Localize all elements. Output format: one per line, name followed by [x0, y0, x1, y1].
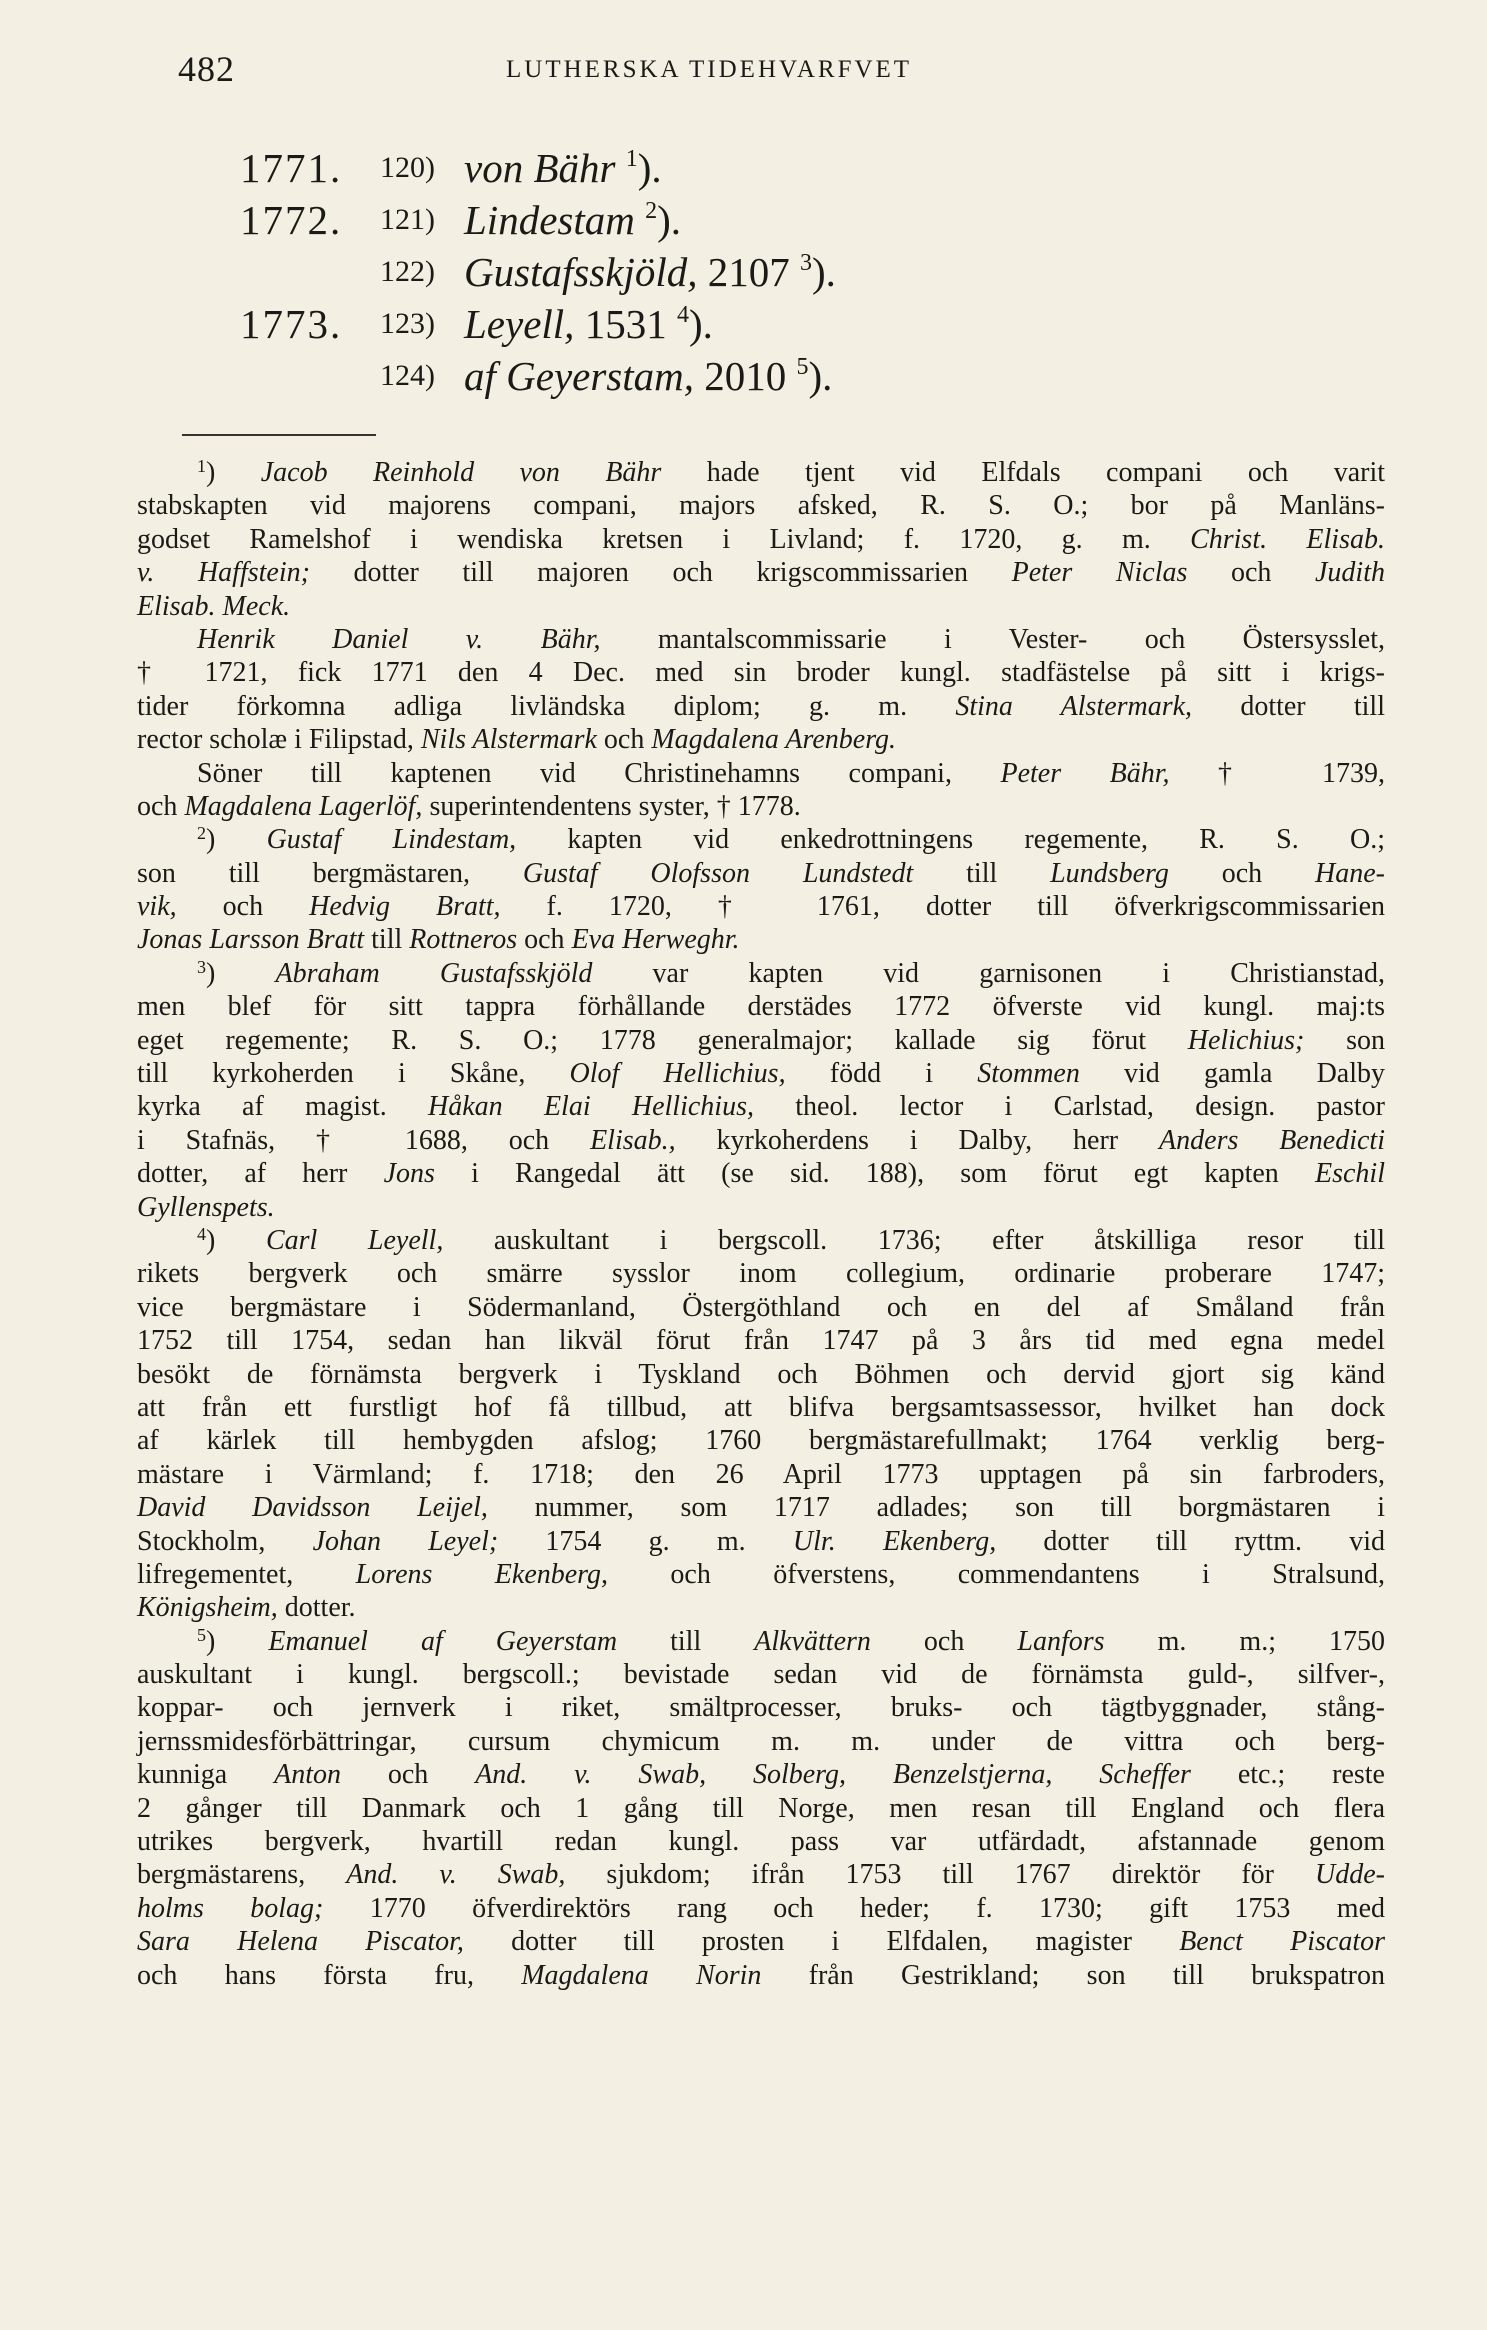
footnote-line: tider förkomna adliga livländska diplom; g. m. Stina Alstermark, dotter till — [137, 690, 1385, 722]
footnote-line: och Magdalena Lagerlöf, superintendentens syster, † 1778. — [137, 790, 801, 822]
footnote-line: 1752 till 1754, sedan han likväl förut från 1747 på 3 års tid med egna medel — [137, 1325, 1385, 1357]
entry-number: 124) — [380, 359, 435, 392]
footnote-line: till kyrkoherden i Skåne, Olof Hellichius, född i Stommen vid gamla Dalby — [137, 1058, 1386, 1090]
footnote-rule — [182, 434, 376, 436]
entry-number: 120) — [380, 151, 435, 184]
footnote-line: rikets bergverk och smärre sysslor inom collegium, ordinarie proberare 1747; — [137, 1258, 1385, 1290]
entry-name: Gustafsskjöld, 2107 $^3$). — [464, 249, 836, 295]
footnote-line: vik, och Hedvig Bratt, f. 1720, † 1761, dotter till öfverkrigscommissarien — [137, 891, 1385, 923]
footnote-line: son till bergmästaren, Gustaf Olofsson Lundstedt till Lundsberg och Hane- — [137, 857, 1385, 889]
entry-year: 1772. — [240, 197, 343, 243]
footnote-line: eget regemente; R. S. O.; 1778 generalmajor; kallade sig förut Helichius; son — [137, 1024, 1385, 1056]
footnote-line: i Stafnäs, † 1688, och Elisab., kyrkoherdens i Dalby, herr Anders Benedicti — [137, 1124, 1385, 1156]
footnote-line: holms bolag; 1770 öfverdirektörs rang och heder; f. 1730; gift 1753 med — [137, 1892, 1385, 1924]
footnote-line: utrikes bergverk, hvartill redan kungl. pass var utfärdadt, afstannade genom — [137, 1826, 1385, 1858]
footnote-line: Sara Helena Piscator, dotter till prosten i Elfdalen, magister Benct Piscator — [137, 1926, 1386, 1958]
footnote-ref: 1 — [625, 146, 638, 172]
footnote-line: besökt de förnämsta bergverk i Tyskland och Böhmen och dervid gjort sig känd — [137, 1358, 1385, 1390]
page-header — [178, 48, 1238, 98]
entry-number: 121) — [380, 203, 435, 236]
footnote-line: David Davidsson Leijel, nummer, som 1717 adlades; son till borgmästaren i — [137, 1492, 1385, 1524]
entry-name: af Geyerstam, 2010 $^5$). — [464, 353, 833, 399]
entry-year: 1773. — [240, 301, 343, 347]
entry-name: Lindestam $^2$). — [464, 197, 682, 243]
footnotes — [137, 456, 1385, 1992]
page-number: 482 — [178, 49, 235, 89]
entry-number: 123) — [380, 307, 435, 340]
footnote-line: jernssmidesförbättringar, cursum chymicum m. m. under de vittra och berg- — [137, 1725, 1385, 1757]
footnote-line: lifregementet, Lorens Ekenberg, och öfverstens, commendantens i Stralsund, — [137, 1558, 1385, 1590]
footnote-line: $^4$) Carl Leyell, auskultant i bergscoll. 1736; efter åtskilliga resor till — [197, 1223, 1385, 1256]
footnote-line: Königsheim, dotter. — [137, 1592, 356, 1624]
footnote-line: men blef för sitt tappra förhållande derstädes 1772 öfverste vid kungl. maj:ts — [137, 991, 1385, 1023]
footnote-line: och hans första fru, Magdalena Norin från Gestrikland; son till brukspatron — [137, 1959, 1385, 1991]
footnote-line: Gyllenspets. — [137, 1191, 275, 1223]
footnote-ref: 5 — [796, 354, 809, 380]
footnote-line: Stockholm, Johan Leyel; 1754 g. m. Ulr. Ekenberg, dotter till ryttm. vid — [137, 1525, 1386, 1557]
footnote-ref: 2 — [645, 198, 658, 224]
footnote-line: af kärlek till hembygden afslog; 1760 bergmästarefullmakt; 1764 verklig berg- — [137, 1425, 1385, 1457]
footnote-line: v. Haffstein; dotter till majoren och krigscommissarien Peter Niclas och Judith — [137, 557, 1385, 589]
footnote-line: Henrik Daniel v. Bähr, mantalscommissarie i Vester- och Östersysslet, — [197, 623, 1385, 655]
footnote-ref: 4 — [676, 302, 689, 328]
entry-number: 122) — [380, 255, 435, 288]
entry-year: 1771. — [240, 145, 343, 191]
entry-name: Leyell, 1531 $^4$). — [464, 301, 713, 347]
footnote-line: $^3$) Abraham Gustafsskjöld var kapten vid garnisonen i Christianstad, — [197, 956, 1385, 989]
running-title: LUTHERSKA TIDEHVARFVET — [506, 56, 913, 83]
footnote-line: $^2$) Gustaf Lindestam, kapten vid enkedrottningens regemente, R. S. O.; — [197, 823, 1385, 856]
footnote-line: koppar- och jernverk i riket, smältprocesser, bruks- och tägtbyggnader, stång- — [137, 1692, 1385, 1724]
footnote-line: vice bergmästare i Södermanland, Östergöthland och en del af Småland från — [137, 1291, 1385, 1323]
footnote-line: Jonas Larsson Bratt till Rottneros och Eva Herweghr. — [137, 924, 740, 956]
footnote-line: Elisab. Meck. — [137, 590, 291, 622]
footnote-line: $^1$) Jacob Reinhold von Bähr hade tjent vid Elfdals compani och varit — [197, 456, 1386, 488]
footnote-line: † 1721, fick 1771 den 4 Dec. med sin broder kungl. stadfästelse på sitt i krigs- — [137, 657, 1385, 689]
footnote-ref: 3 — [800, 250, 812, 276]
footnote-line: rector scholæ i Filipstad, Nils Alstermark och Magdalena Arenberg. — [137, 724, 897, 756]
footnote-line: godset Ramelshof i wendiska kretsen i Livland; f. 1720, g. m. Christ. Elisab. — [137, 523, 1385, 555]
footnote-line: att från ett furstligt hof få tillbud, att blifva bergsamtsassessor, hvilket han dock — [137, 1391, 1385, 1423]
footnote-line: stabskapten vid majorens compani, majors afsked, R. S. O.; bor på Manläns- — [137, 490, 1385, 522]
footnote-line: kyrka af magist. Håkan Elai Hellichius, theol. lector i Carlstad, design. pastor — [137, 1091, 1386, 1123]
footnote-line: Söner till kaptenen vid Christinehamns compani, Peter Bähr, † 1739, — [197, 757, 1385, 789]
footnote-line: 2 gånger till Danmark och 1 gång till Norge, men resan till England och flera — [137, 1792, 1385, 1824]
footnote-line: bergmästarens, And. v. Swab, sjukdom; ifrån 1753 till 1767 direktör för Udde- — [137, 1859, 1385, 1891]
entry-name: von Bähr $^1$). — [464, 145, 662, 191]
footnote-line: $^5$) Emanuel af Geyerstam till Alkvättern och Lanfors m. m.; 1750 — [197, 1624, 1386, 1657]
footnote-line: mästare i Värmland; f. 1718; den 26 April 1773 upptagen på sin farbroders, — [137, 1458, 1385, 1490]
footnote-line: dotter, af herr Jons i Rangedal ätt (se sid. 188), som förut egt kapten Eschil — [137, 1158, 1385, 1190]
footnote-line: kunniga Anton och And. v. Swab, Solberg, Benzelstjerna, Scheffer etc.; reste — [137, 1759, 1385, 1791]
footnote-line: auskultant i kungl. bergscoll.; bevistade sedan vid de förnämsta guld-, silfver-, — [137, 1659, 1385, 1691]
